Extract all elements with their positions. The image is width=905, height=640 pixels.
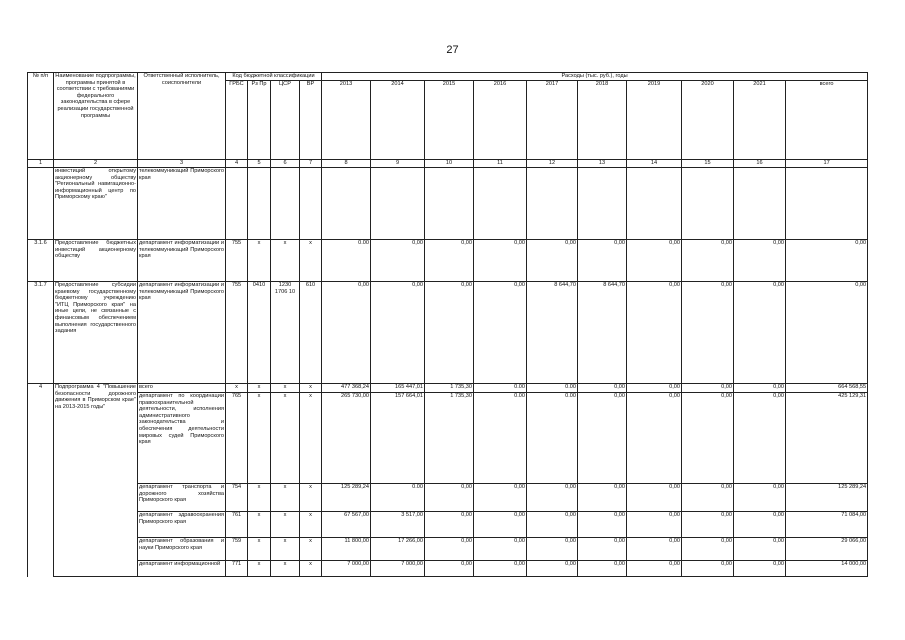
cell-rzpr: x bbox=[248, 512, 271, 538]
cell-value: 0,00 bbox=[425, 561, 474, 577]
cell-value: 0,00 bbox=[682, 561, 734, 577]
cell-grbs bbox=[226, 168, 248, 240]
cell-value: 265 730,00 bbox=[322, 393, 371, 484]
cell-total: 664 568,55 bbox=[786, 384, 868, 393]
header-year: 2015 bbox=[425, 81, 474, 160]
header-year: 2014 bbox=[371, 81, 425, 160]
cell-value: 477 368,24 bbox=[322, 384, 371, 393]
cell-value: 0,00 bbox=[474, 538, 527, 561]
header-grbs: ГРБС bbox=[226, 81, 248, 160]
cell-rzpr: x bbox=[248, 384, 271, 393]
row-name: Предоставление субсидии краевому государственному бюджетному учреждению "ИТЦ Приморского края" на иные цели, не связанные с финансовым обеспечением выполнения государственного задания bbox=[54, 282, 138, 384]
header-year: 2016 bbox=[474, 81, 527, 160]
cell-rzpr: x bbox=[248, 484, 271, 512]
cell-csr: x bbox=[271, 538, 300, 561]
column-index: 1 bbox=[28, 160, 54, 168]
cell-value: 0,00 bbox=[527, 512, 578, 538]
cell-rzpr bbox=[248, 168, 271, 240]
row-number: 3.1.6 bbox=[28, 240, 54, 282]
cell-value: 0,00 bbox=[734, 393, 786, 484]
cell-total: 0,00 bbox=[786, 240, 868, 282]
cell-rzpr: x bbox=[248, 240, 271, 282]
cell-value: 0,00 bbox=[682, 384, 734, 393]
row-responsible: всего bbox=[138, 384, 226, 393]
cell-value: 0,00 bbox=[627, 538, 682, 561]
row-responsible: департамент образования и науки Приморского края bbox=[138, 538, 226, 561]
header-budget-code-group: Код бюджетной классификации bbox=[226, 73, 322, 81]
cell-value: 11 800,00 bbox=[322, 538, 371, 561]
cell-grbs: 771 bbox=[226, 561, 248, 577]
cell-value: 0,00 bbox=[371, 240, 425, 282]
cell-vr: x bbox=[300, 561, 322, 577]
row-responsible: департамент информатизации и телекоммуникаций Приморского края bbox=[138, 282, 226, 384]
cell-vr: x bbox=[300, 393, 322, 484]
cell-value: 0,00 bbox=[734, 484, 786, 512]
row-number: 4 bbox=[28, 384, 54, 577]
column-index: 4 bbox=[226, 160, 248, 168]
cell-value: 0,00 bbox=[322, 282, 371, 384]
row-responsible: департамент здравоохранения Приморского края bbox=[138, 512, 226, 538]
cell-value bbox=[578, 168, 627, 240]
table-row bbox=[28, 561, 868, 577]
cell-value: 0,00 bbox=[371, 282, 425, 384]
cell-value: 157 664,01 bbox=[371, 393, 425, 484]
row-name: Подпрограмма 4 "Повышение безопасности дорожного движения в Приморском крае" на 2013-2015 годы" bbox=[54, 384, 138, 577]
cell-csr: 1230 1706 10 bbox=[271, 282, 300, 384]
cell-value: 0.00 bbox=[527, 384, 578, 393]
cell-value bbox=[425, 168, 474, 240]
table-header bbox=[28, 73, 868, 168]
cell-value: 0,00 bbox=[474, 561, 527, 577]
row-responsible: департамент транспорта и дорожного хозяйства Приморского края bbox=[138, 484, 226, 512]
header-vr: ВР bbox=[300, 81, 322, 160]
row-number: 3.1.7 bbox=[28, 282, 54, 384]
cell-value: 0,00 bbox=[527, 484, 578, 512]
cell-value: 0,00 bbox=[682, 240, 734, 282]
cell-value: 0,00 bbox=[682, 282, 734, 384]
cell-csr: x bbox=[271, 240, 300, 282]
cell-grbs: 761 bbox=[226, 512, 248, 538]
cell-value: 1 735,30 bbox=[425, 384, 474, 393]
header-year: 2021 bbox=[734, 81, 786, 160]
cell-csr bbox=[271, 168, 300, 240]
cell-value: 0,00 bbox=[627, 240, 682, 282]
cell-value: 0.00 bbox=[474, 384, 527, 393]
cell-value: 0,00 bbox=[474, 484, 527, 512]
table-row bbox=[28, 282, 868, 384]
cell-value: 0,00 bbox=[474, 512, 527, 538]
column-index: 15 bbox=[682, 160, 734, 168]
row-responsible: департамент информационной bbox=[138, 561, 226, 577]
cell-value: 0,00 bbox=[578, 484, 627, 512]
cell-rzpr: x bbox=[248, 561, 271, 577]
column-index: 9 bbox=[371, 160, 425, 168]
cell-csr: x bbox=[271, 393, 300, 484]
cell-value: 0,00 bbox=[627, 282, 682, 384]
cell-value: 0,00 bbox=[578, 561, 627, 577]
cell-vr: x bbox=[300, 484, 322, 512]
page-number: 27 bbox=[446, 44, 459, 56]
column-index-row bbox=[28, 160, 868, 168]
cell-value: 0,00 bbox=[682, 484, 734, 512]
cell-value: 17 266,00 bbox=[371, 538, 425, 561]
cell-value bbox=[371, 168, 425, 240]
cell-rzpr: x bbox=[248, 393, 271, 484]
cell-grbs: 755 bbox=[226, 282, 248, 384]
cell-value: 8 644,70 bbox=[527, 282, 578, 384]
header-number: № п/п bbox=[28, 73, 54, 160]
table-body bbox=[28, 168, 868, 577]
cell-total: 29 066,00 bbox=[786, 538, 868, 561]
cell-value: 0,00 bbox=[578, 384, 627, 393]
cell-value: 0,00 bbox=[425, 512, 474, 538]
cell-value: 8 644,70 bbox=[578, 282, 627, 384]
header-year: 2017 bbox=[527, 81, 578, 160]
cell-grbs: 755 bbox=[226, 240, 248, 282]
header-year: 2020 bbox=[682, 81, 734, 160]
cell-value: 0,00 bbox=[682, 393, 734, 484]
cell-value: 0,00 bbox=[627, 512, 682, 538]
cell-csr: x bbox=[271, 512, 300, 538]
cell-value: 1 735,30 bbox=[425, 393, 474, 484]
cell-value bbox=[734, 168, 786, 240]
column-index: 17 bbox=[786, 160, 868, 168]
cell-value: 0.00 bbox=[527, 393, 578, 484]
header-rzpr: Рз Пр bbox=[248, 81, 271, 160]
cell-value: 0,00 bbox=[474, 282, 527, 384]
header-year: 2013 bbox=[322, 81, 371, 160]
column-index: 12 bbox=[527, 160, 578, 168]
cell-value: 0,00 bbox=[578, 240, 627, 282]
cell-grbs: 754 bbox=[226, 484, 248, 512]
cell-value: 0,00 bbox=[425, 282, 474, 384]
cell-value: 0,00 bbox=[578, 393, 627, 484]
column-index: 16 bbox=[734, 160, 786, 168]
column-index: 11 bbox=[474, 160, 527, 168]
column-index: 5 bbox=[248, 160, 271, 168]
row-responsible: телекоммуникаций Приморского края bbox=[138, 168, 226, 240]
cell-vr: x bbox=[300, 240, 322, 282]
cell-value: 165 447,01 bbox=[371, 384, 425, 393]
cell-value: 0,00 bbox=[627, 561, 682, 577]
header-expenses-group: Расходы (тыс. руб.), годы bbox=[322, 73, 868, 81]
table-row bbox=[28, 393, 868, 484]
column-index: 3 bbox=[138, 160, 226, 168]
cell-value: 0,00 bbox=[734, 561, 786, 577]
cell-value: 0,00 bbox=[734, 282, 786, 384]
column-index: 6 bbox=[271, 160, 300, 168]
cell-value: 0,00 bbox=[578, 538, 627, 561]
cell-value bbox=[527, 168, 578, 240]
cell-value: 0,00 bbox=[682, 538, 734, 561]
cell-value: 0,00 bbox=[682, 512, 734, 538]
header-year: 2018 bbox=[578, 81, 627, 160]
cell-csr: x bbox=[271, 384, 300, 393]
cell-value bbox=[627, 168, 682, 240]
budget-table bbox=[27, 72, 868, 577]
cell-value: 0,00 bbox=[527, 561, 578, 577]
row-number bbox=[28, 168, 54, 240]
cell-value: 0,00 bbox=[527, 240, 578, 282]
header-year: 2019 bbox=[627, 81, 682, 160]
table-row bbox=[28, 384, 868, 393]
cell-value: 0,00 bbox=[627, 384, 682, 393]
table-row bbox=[28, 240, 868, 282]
column-index: 8 bbox=[322, 160, 371, 168]
row-name: инвестиций открытому акционерному обществу "Региональный навигационно-информационный центр по Приморскому краю" bbox=[54, 168, 138, 240]
cell-value bbox=[682, 168, 734, 240]
cell-total bbox=[786, 168, 868, 240]
table-row bbox=[28, 512, 868, 538]
cell-value: 7 000,00 bbox=[322, 561, 371, 577]
cell-value: 0,00 bbox=[734, 240, 786, 282]
cell-vr: x bbox=[300, 512, 322, 538]
cell-csr: x bbox=[271, 561, 300, 577]
column-index: 7 bbox=[300, 160, 322, 168]
cell-value: 0,00 bbox=[734, 384, 786, 393]
cell-value: 125 289,24 bbox=[322, 484, 371, 512]
cell-value: 0.00 bbox=[474, 393, 527, 484]
table-row bbox=[28, 484, 868, 512]
cell-value: 0,00 bbox=[578, 512, 627, 538]
cell-vr: x bbox=[300, 384, 322, 393]
cell-total: 125 289,24 bbox=[786, 484, 868, 512]
cell-value: 0,00 bbox=[425, 240, 474, 282]
cell-rzpr: x bbox=[248, 538, 271, 561]
cell-value: 7 000,00 bbox=[371, 561, 425, 577]
table-row bbox=[28, 168, 868, 240]
cell-value: 0,00 bbox=[527, 538, 578, 561]
cell-value: 0,00 bbox=[425, 538, 474, 561]
cell-value: 67 567,00 bbox=[322, 512, 371, 538]
header-csr: ЦСР bbox=[271, 81, 300, 160]
cell-grbs: 765 bbox=[226, 393, 248, 484]
row-name: Предоставление бюджетных инвестиций акционерному обществу bbox=[54, 240, 138, 282]
cell-total: 425 129,31 bbox=[786, 393, 868, 484]
row-responsible: департамент информатизации и телекоммуникаций Приморского края bbox=[138, 240, 226, 282]
header-name: Наименование подпрограммы, программы принятой в соответствии с требованиями федерального законодательства в сфере реализации государственной программы bbox=[54, 73, 138, 160]
cell-value: 0,00 bbox=[627, 484, 682, 512]
cell-value: 0,00 bbox=[474, 240, 527, 282]
cell-grbs: x bbox=[226, 384, 248, 393]
header-responsible: Ответственный исполнитель, соисполнители bbox=[138, 73, 226, 160]
cell-vr bbox=[300, 168, 322, 240]
cell-value: 0,00 bbox=[734, 512, 786, 538]
column-index: 2 bbox=[54, 160, 138, 168]
column-index: 10 bbox=[425, 160, 474, 168]
cell-value: 0.00 bbox=[371, 484, 425, 512]
header-total: всего bbox=[786, 81, 868, 160]
cell-value: 0,00 bbox=[425, 484, 474, 512]
cell-grbs: 759 bbox=[226, 538, 248, 561]
cell-value: 3 517,00 bbox=[371, 512, 425, 538]
column-index: 13 bbox=[578, 160, 627, 168]
cell-total: 0,00 bbox=[786, 282, 868, 384]
cell-value: 0.00 bbox=[322, 240, 371, 282]
row-responsible: департамент по координации правоохранительной деятельности, исполнения административного законодательства и обеспечения деятельности мировых судей Приморского края bbox=[138, 393, 226, 484]
cell-value: 0,00 bbox=[627, 393, 682, 484]
cell-value bbox=[474, 168, 527, 240]
cell-vr: 610 bbox=[300, 282, 322, 384]
column-index: 14 bbox=[627, 160, 682, 168]
cell-rzpr: 0410 bbox=[248, 282, 271, 384]
cell-total: 71 084,00 bbox=[786, 512, 868, 538]
cell-vr: x bbox=[300, 538, 322, 561]
table-row bbox=[28, 538, 868, 561]
cell-csr: x bbox=[271, 484, 300, 512]
cell-value: 0,00 bbox=[734, 538, 786, 561]
cell-value bbox=[322, 168, 371, 240]
cell-total: 14 000,00 bbox=[786, 561, 868, 577]
